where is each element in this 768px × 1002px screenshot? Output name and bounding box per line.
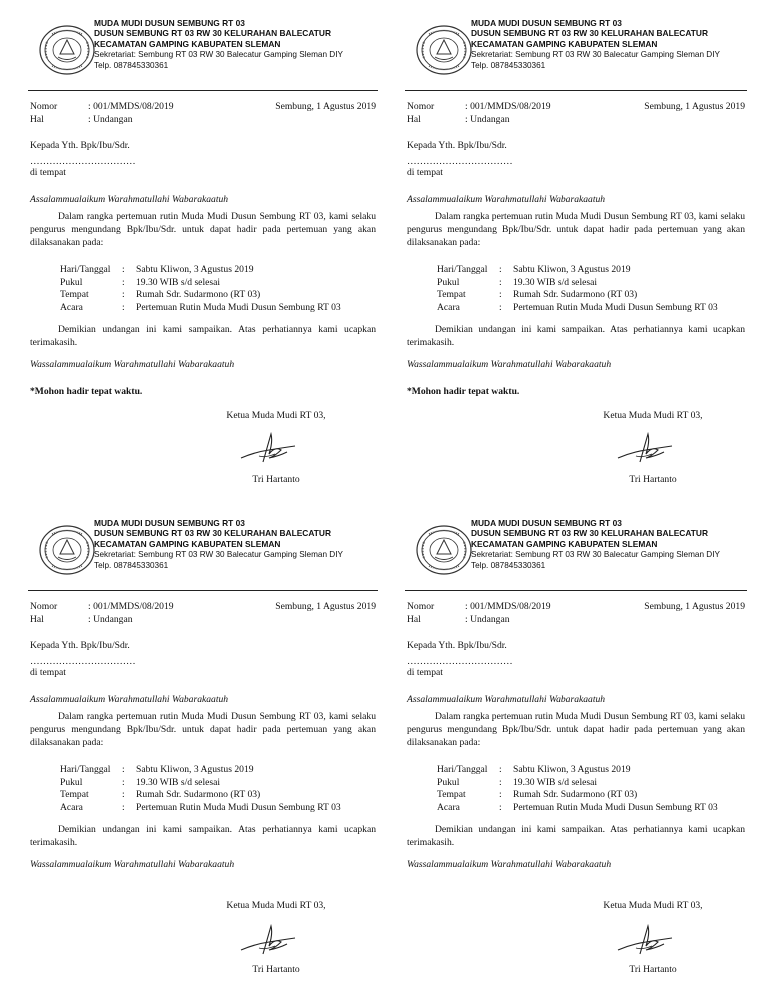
organization-emblem-icon	[38, 524, 96, 576]
event-details	[60, 263, 376, 313]
detail-separator: :	[122, 789, 125, 801]
organization-name: MUDA MUDI DUSUN SEMBUNG RT 03	[94, 18, 245, 28]
hal-label: Hal	[407, 114, 421, 125]
closing-greeting: Wassalammualaikum Warahmatullahi Wabarakaatuh	[407, 859, 612, 870]
signature-mark	[235, 428, 311, 468]
secretariat-address: Sekretariat: Sembung RT 03 RW 30 Balecatur Gamping Sleman DIY	[471, 550, 720, 560]
hal-value: : Undangan	[88, 614, 133, 625]
recipient-place: di tempat	[30, 667, 66, 678]
detail-value: Pertemuan Rutin Muda Mudi Dusun Sembung RT 03	[513, 801, 718, 813]
secretariat-address: Sekretariat: Sembung RT 03 RW 30 Balecatur Gamping Sleman DIY	[94, 550, 343, 560]
secretariat-address: Sekretariat: Sembung RT 03 RW 30 Balecatur Gamping Sleman DIY	[94, 50, 343, 60]
detail-label: Pukul	[437, 776, 460, 788]
opening-greeting: Assalammualaikum Warahmatullahi Wabarakaatuh	[407, 194, 606, 205]
invitation-letter	[407, 518, 745, 998]
nomor-label: Nomor	[407, 101, 435, 112]
letterhead	[407, 18, 745, 82]
signer-title: Ketua Muda Mudi RT 03,	[603, 410, 703, 421]
detail-row	[60, 776, 376, 789]
letterhead	[30, 518, 376, 582]
event-details	[60, 763, 376, 813]
letter-meta	[30, 600, 376, 628]
invitation-letter	[30, 518, 376, 998]
organization-address: DUSUN SEMBUNG RT 03 RW 30 KELURAHAN BALECATUR	[471, 28, 708, 39]
hal-label: Hal	[30, 614, 44, 625]
header-divider	[28, 590, 378, 591]
detail-value: Rumah Sdr. Sudarmono (RT 03)	[136, 789, 261, 801]
detail-value: Pertemuan Rutin Muda Mudi Dusun Sembung RT 03	[513, 301, 718, 313]
closing-greeting: Wassalammualaikum Warahmatullahi Wabarakaatuh	[30, 859, 235, 870]
nomor-value: : 001/MMDS/08/2019	[88, 101, 174, 112]
organization-district: KECAMATAN GAMPING KABUPATEN SLEMAN	[94, 38, 281, 49]
hal-value: : Undangan	[88, 114, 133, 125]
detail-value: Sabtu Kliwon, 3 Agustus 2019	[513, 764, 631, 775]
detail-row	[437, 788, 745, 801]
closing-paragraph: Demikian undangan ini kami sampaikan. Atas perhatiannya kami ucapkan terimakasih.	[407, 824, 745, 848]
detail-label: Acara	[437, 301, 460, 313]
signature-mark	[612, 428, 688, 468]
letterhead-text	[471, 18, 720, 71]
letter-meta	[407, 600, 745, 628]
detail-label: Pukul	[437, 276, 460, 288]
hal-value: : Undangan	[465, 614, 510, 625]
detail-row	[437, 288, 745, 301]
detail-label: Tempat	[60, 289, 89, 301]
organization-name: MUDA MUDI DUSUN SEMBUNG RT 03	[94, 518, 245, 528]
signer-name: Tri Hartanto	[252, 964, 300, 975]
hal-label: Hal	[30, 114, 44, 125]
detail-separator: :	[122, 289, 125, 301]
organization-emblem-icon	[415, 524, 473, 576]
letterhead-text	[94, 18, 343, 71]
opening-paragraph: Dalam rangka pertemuan rutin Muda Mudi Dusun Sembung RT 03, kami selaku pengurus mengundang Bpk/Ibu/Sdr. untuk dapat hadir pada pertemuan yang akan dilaksanakan pada:	[407, 711, 745, 748]
organization-district: KECAMATAN GAMPING KABUPATEN SLEMAN	[471, 38, 658, 49]
detail-row	[60, 801, 376, 814]
detail-label: Hari/Tanggal	[60, 264, 111, 275]
signer-title: Ketua Muda Mudi RT 03,	[226, 900, 326, 911]
detail-separator: :	[122, 301, 125, 313]
signer-name: Tri Hartanto	[629, 474, 677, 485]
detail-label: Tempat	[437, 789, 466, 801]
signer-title: Ketua Muda Mudi RT 03,	[603, 900, 703, 911]
detail-row	[60, 788, 376, 801]
signer-name: Tri Hartanto	[252, 474, 300, 485]
header-divider	[405, 590, 747, 591]
detail-separator: :	[122, 801, 125, 813]
detail-label: Tempat	[437, 289, 466, 301]
detail-value: Rumah Sdr. Sudarmono (RT 03)	[136, 289, 261, 301]
detail-separator: :	[499, 789, 502, 801]
closing-paragraph: Demikian undangan ini kami sampaikan. Atas perhatiannya kami ucapkan terimakasih.	[407, 324, 745, 348]
recipient: Kepada Yth. Bpk/Ibu/Sdr.	[30, 140, 130, 151]
organization-district: KECAMATAN GAMPING KABUPATEN SLEMAN	[471, 538, 658, 549]
closing-paragraph: Demikian undangan ini kami sampaikan. Atas perhatiannya kami ucapkan terimakasih.	[30, 324, 376, 348]
nomor-label: Nomor	[407, 601, 435, 612]
recipient: Kepada Yth. Bpk/Ibu/Sdr.	[407, 640, 507, 651]
signer-title: Ketua Muda Mudi RT 03,	[226, 410, 326, 421]
organization-district: KECAMATAN GAMPING KABUPATEN SLEMAN	[94, 538, 281, 549]
recipient-place: di tempat	[30, 167, 66, 178]
opening-paragraph: Dalam rangka pertemuan rutin Muda Mudi Dusun Sembung RT 03, kami selaku pengurus mengundang Bpk/Ibu/Sdr. untuk dapat hadir pada pertemuan yang akan dilaksanakan pada:	[30, 711, 376, 748]
recipient-placeholder: ……………………………	[407, 656, 513, 667]
opening-paragraph: Dalam rangka pertemuan rutin Muda Mudi Dusun Sembung RT 03, kami selaku pengurus mengundang Bpk/Ibu/Sdr. untuk dapat hadir pada pertemuan yang akan dilaksanakan pada:	[30, 211, 376, 248]
detail-value: 19.30 WIB s/d selesai	[513, 276, 598, 288]
detail-separator: :	[499, 276, 502, 288]
detail-separator: :	[499, 264, 502, 275]
letterhead	[30, 18, 376, 82]
letter-meta	[407, 100, 745, 128]
opening-greeting: Assalammualaikum Warahmatullahi Wabarakaatuh	[30, 194, 229, 205]
detail-row	[437, 263, 745, 276]
header-divider	[28, 90, 378, 91]
letter-date: Sembung, 1 Agustus 2019	[275, 601, 376, 612]
nomor-value: : 001/MMDS/08/2019	[465, 101, 551, 112]
detail-row	[437, 301, 745, 314]
organization-address: DUSUN SEMBUNG RT 03 RW 30 KELURAHAN BALECATUR	[471, 528, 708, 539]
detail-value: Sabtu Kliwon, 3 Agustus 2019	[136, 764, 254, 775]
detail-separator: :	[122, 264, 125, 275]
organization-emblem-icon	[38, 24, 96, 76]
detail-row	[60, 276, 376, 289]
organization-name: MUDA MUDI DUSUN SEMBUNG RT 03	[471, 518, 622, 528]
hal-value: : Undangan	[465, 114, 510, 125]
detail-separator: :	[499, 776, 502, 788]
detail-label: Hari/Tanggal	[437, 764, 488, 775]
detail-label: Pukul	[60, 776, 83, 788]
detail-separator: :	[499, 301, 502, 313]
phone-number: Telp. 087845330361	[94, 61, 169, 71]
letter-date: Sembung, 1 Agustus 2019	[644, 101, 745, 112]
letter-meta	[30, 100, 376, 128]
recipient-place: di tempat	[407, 167, 443, 178]
recipient: Kepada Yth. Bpk/Ibu/Sdr.	[30, 640, 130, 651]
detail-row	[437, 801, 745, 814]
event-details	[437, 263, 745, 313]
nomor-value: : 001/MMDS/08/2019	[465, 601, 551, 612]
nomor-label: Nomor	[30, 601, 58, 612]
detail-separator: :	[122, 764, 125, 775]
attendance-note: *Mohon hadir tepat waktu.	[30, 386, 143, 397]
detail-separator: :	[499, 764, 502, 775]
detail-label: Acara	[60, 801, 83, 813]
letterhead-text	[94, 518, 343, 571]
invitation-letter	[30, 18, 376, 498]
signature-mark	[235, 920, 311, 960]
detail-value: Sabtu Kliwon, 3 Agustus 2019	[513, 264, 631, 275]
detail-row	[60, 288, 376, 301]
signature-mark	[612, 920, 688, 960]
organization-address: DUSUN SEMBUNG RT 03 RW 30 KELURAHAN BALECATUR	[94, 28, 331, 39]
letterhead	[407, 518, 745, 582]
recipient: Kepada Yth. Bpk/Ibu/Sdr.	[407, 140, 507, 151]
closing-greeting: Wassalammualaikum Warahmatullahi Wabarakaatuh	[407, 359, 612, 370]
organization-address: DUSUN SEMBUNG RT 03 RW 30 KELURAHAN BALECATUR	[94, 528, 331, 539]
nomor-label: Nomor	[30, 101, 58, 112]
opening-paragraph: Dalam rangka pertemuan rutin Muda Mudi Dusun Sembung RT 03, kami selaku pengurus mengundang Bpk/Ibu/Sdr. untuk dapat hadir pada pertemuan yang akan dilaksanakan pada:	[407, 211, 745, 248]
opening-greeting: Assalammualaikum Warahmatullahi Wabarakaatuh	[407, 694, 606, 705]
detail-row	[437, 776, 745, 789]
event-details	[437, 763, 745, 813]
detail-row	[60, 263, 376, 276]
header-divider	[405, 90, 747, 91]
detail-row	[437, 763, 745, 776]
organization-name: MUDA MUDI DUSUN SEMBUNG RT 03	[471, 18, 622, 28]
detail-label: Hari/Tanggal	[60, 764, 111, 775]
detail-label: Acara	[437, 801, 460, 813]
nomor-value: : 001/MMDS/08/2019	[88, 601, 174, 612]
recipient-place: di tempat	[407, 667, 443, 678]
recipient-placeholder: ……………………………	[407, 156, 513, 167]
detail-value: Rumah Sdr. Sudarmono (RT 03)	[513, 789, 638, 801]
detail-value: 19.30 WIB s/d selesai	[136, 776, 221, 788]
hal-label: Hal	[407, 614, 421, 625]
detail-separator: :	[122, 776, 125, 788]
phone-number: Telp. 087845330361	[94, 561, 169, 571]
letter-date: Sembung, 1 Agustus 2019	[275, 101, 376, 112]
opening-greeting: Assalammualaikum Warahmatullahi Wabarakaatuh	[30, 694, 229, 705]
attendance-note: *Mohon hadir tepat waktu.	[407, 386, 520, 397]
detail-label: Acara	[60, 301, 83, 313]
detail-value: 19.30 WIB s/d selesai	[513, 776, 598, 788]
detail-label: Pukul	[60, 276, 83, 288]
detail-value: 19.30 WIB s/d selesai	[136, 276, 221, 288]
detail-label: Hari/Tanggal	[437, 264, 488, 275]
detail-value: Rumah Sdr. Sudarmono (RT 03)	[513, 289, 638, 301]
detail-separator: :	[499, 801, 502, 813]
recipient-placeholder: ……………………………	[30, 156, 136, 167]
letter-date: Sembung, 1 Agustus 2019	[644, 601, 745, 612]
detail-row	[60, 763, 376, 776]
invitation-letter	[407, 18, 745, 498]
signer-name: Tri Hartanto	[629, 964, 677, 975]
detail-row	[437, 276, 745, 289]
phone-number: Telp. 087845330361	[471, 61, 546, 71]
closing-paragraph: Demikian undangan ini kami sampaikan. Atas perhatiannya kami ucapkan terimakasih.	[30, 824, 376, 848]
organization-emblem-icon	[415, 24, 473, 76]
detail-value: Sabtu Kliwon, 3 Agustus 2019	[136, 264, 254, 275]
detail-label: Tempat	[60, 789, 89, 801]
detail-separator: :	[122, 276, 125, 288]
detail-separator: :	[499, 289, 502, 301]
phone-number: Telp. 087845330361	[471, 561, 546, 571]
detail-value: Pertemuan Rutin Muda Mudi Dusun Sembung RT 03	[136, 301, 341, 313]
detail-value: Pertemuan Rutin Muda Mudi Dusun Sembung RT 03	[136, 801, 341, 813]
letterhead-text	[471, 518, 720, 571]
detail-row	[60, 301, 376, 314]
secretariat-address: Sekretariat: Sembung RT 03 RW 30 Balecatur Gamping Sleman DIY	[471, 50, 720, 60]
recipient-placeholder: ……………………………	[30, 656, 136, 667]
closing-greeting: Wassalammualaikum Warahmatullahi Wabarakaatuh	[30, 359, 235, 370]
